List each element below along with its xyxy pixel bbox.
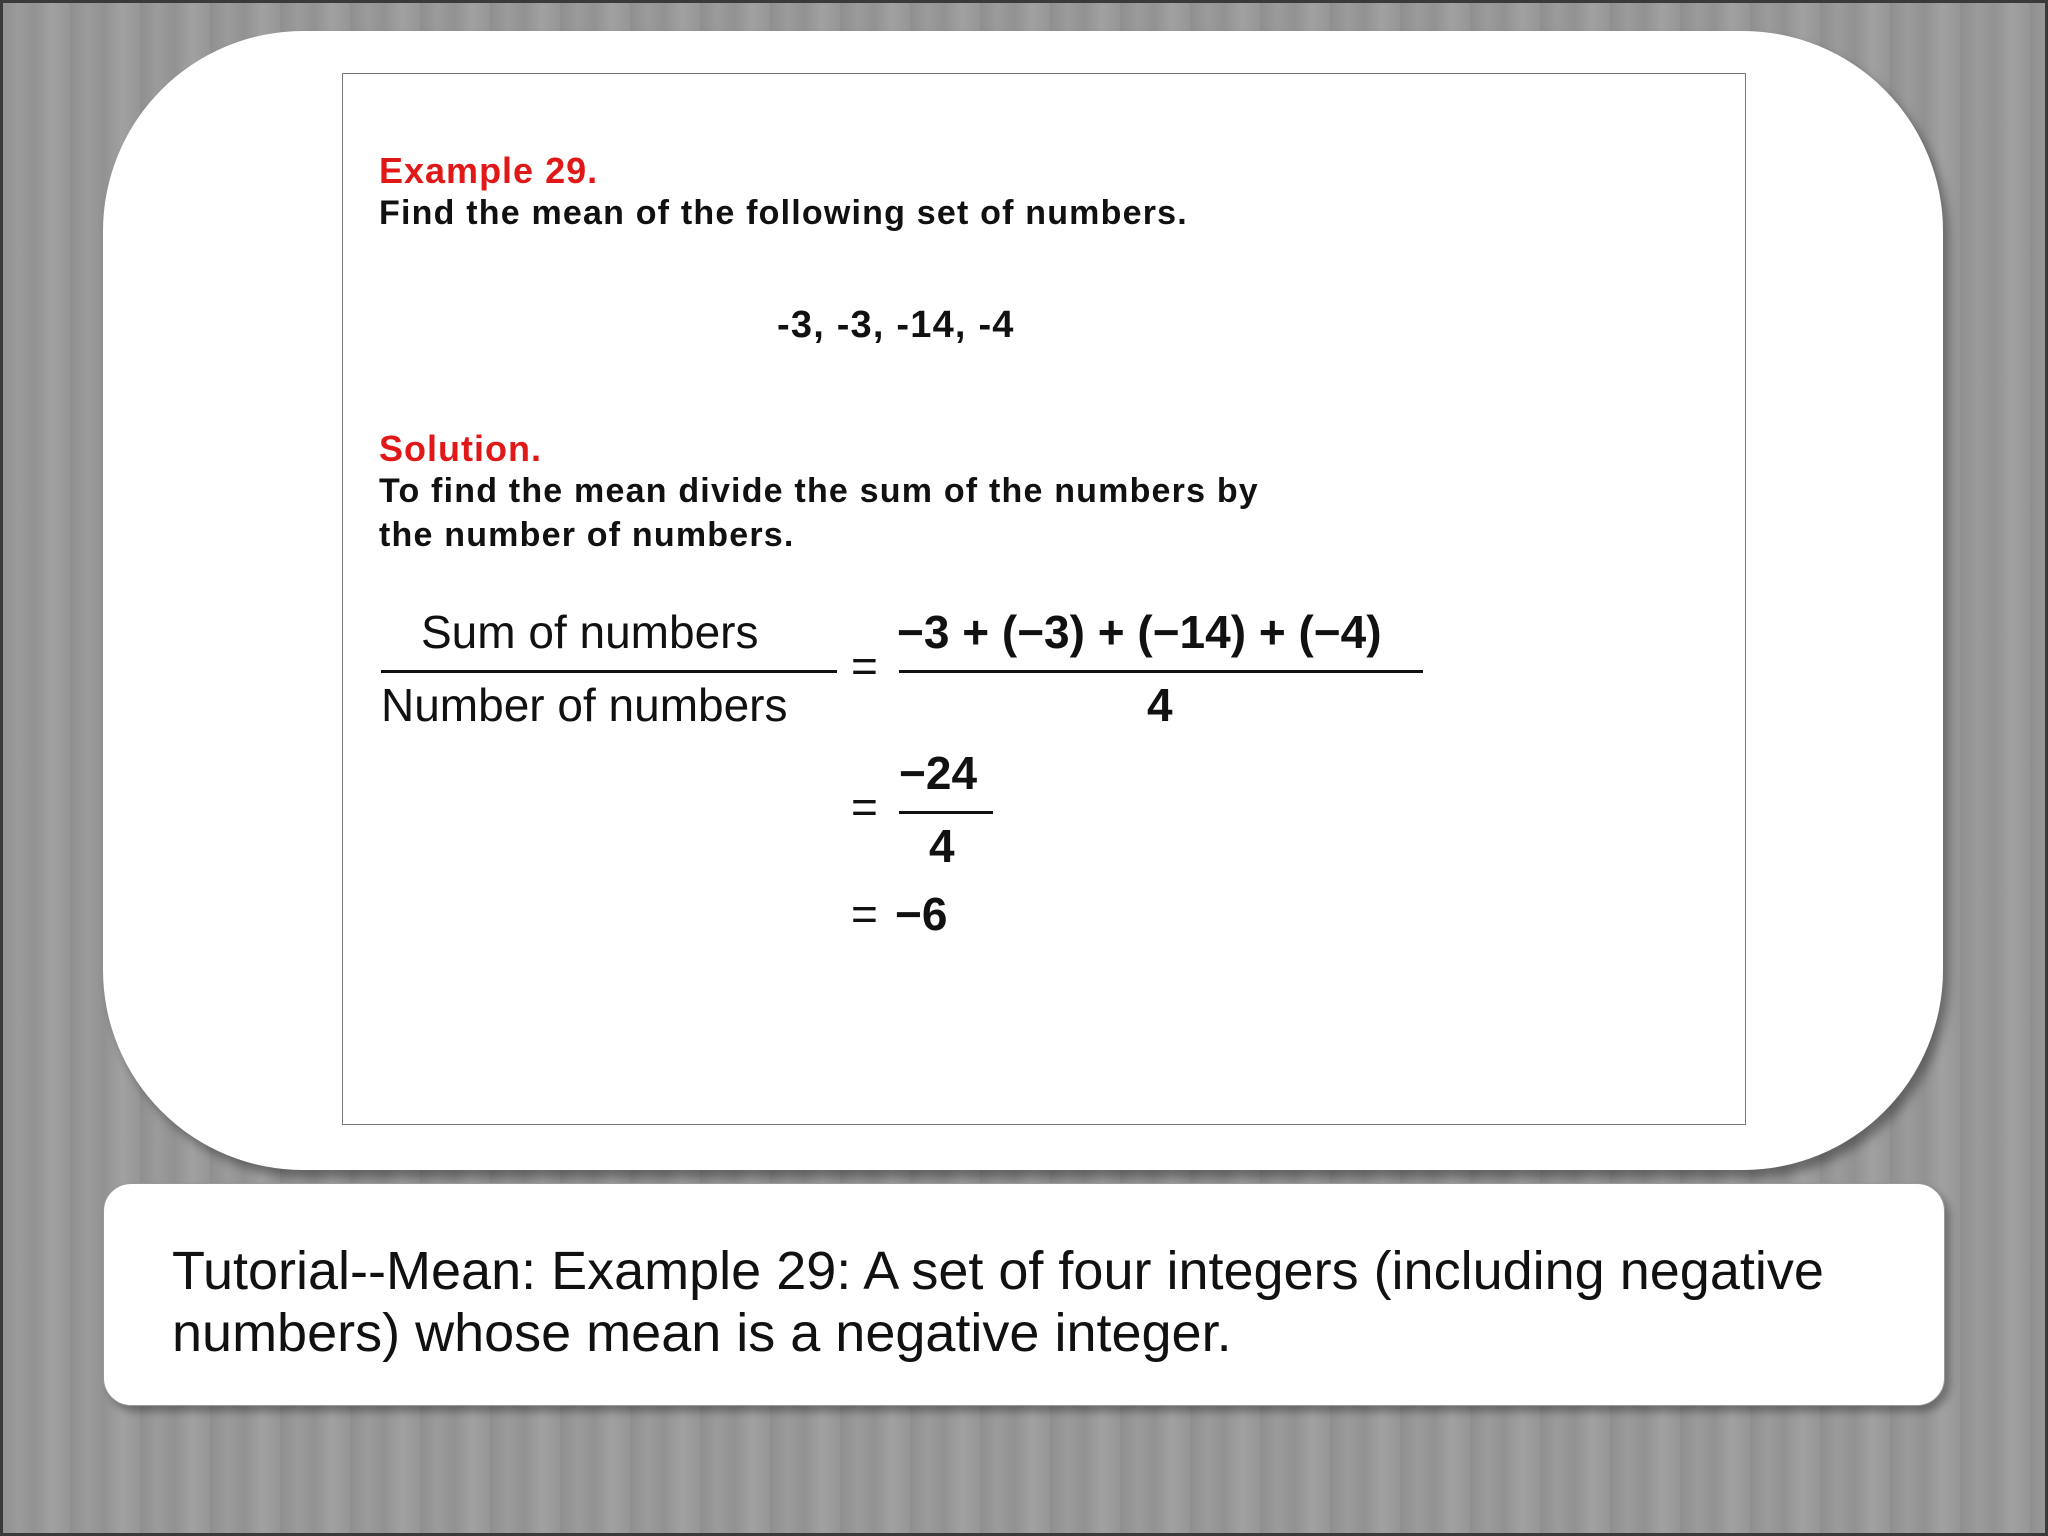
equals-sign-2: = — [851, 781, 878, 833]
example-prompt: Find the mean of the following set of numbers. — [379, 194, 1188, 232]
equals-sign-1: = — [851, 640, 878, 692]
example-slide — [342, 73, 1746, 1125]
denominator-label: Number of numbers — [381, 679, 788, 731]
equals-sign-3: = — [851, 888, 878, 940]
fraction-bar-words — [381, 670, 837, 673]
number-set: -3, -3, -14, -4 — [777, 304, 1015, 346]
caption-card — [103, 1183, 1945, 1406]
mean-result: −6 — [895, 888, 948, 940]
solution-line-2: the number of numbers. — [379, 516, 795, 554]
sum-expression: −3 + (−3) + (−14) + (−4) — [897, 606, 1382, 658]
fraction-bar-total — [899, 811, 993, 814]
example-heading: Example 29. — [379, 150, 599, 191]
numerator-label: Sum of numbers — [421, 606, 759, 658]
caption-text: Tutorial--Mean: Example 29: A set of four integers (including negative numbers) whose mean is a negative integer. — [172, 1241, 1824, 1363]
solution-line-1: To find the mean divide the sum of the numbers by — [379, 472, 1259, 510]
count-denominator-2: 4 — [929, 820, 955, 872]
count-denominator: 4 — [1147, 679, 1173, 731]
sum-total: −24 — [899, 747, 978, 799]
fraction-bar-expression — [899, 670, 1423, 673]
solution-heading: Solution. — [379, 428, 542, 469]
